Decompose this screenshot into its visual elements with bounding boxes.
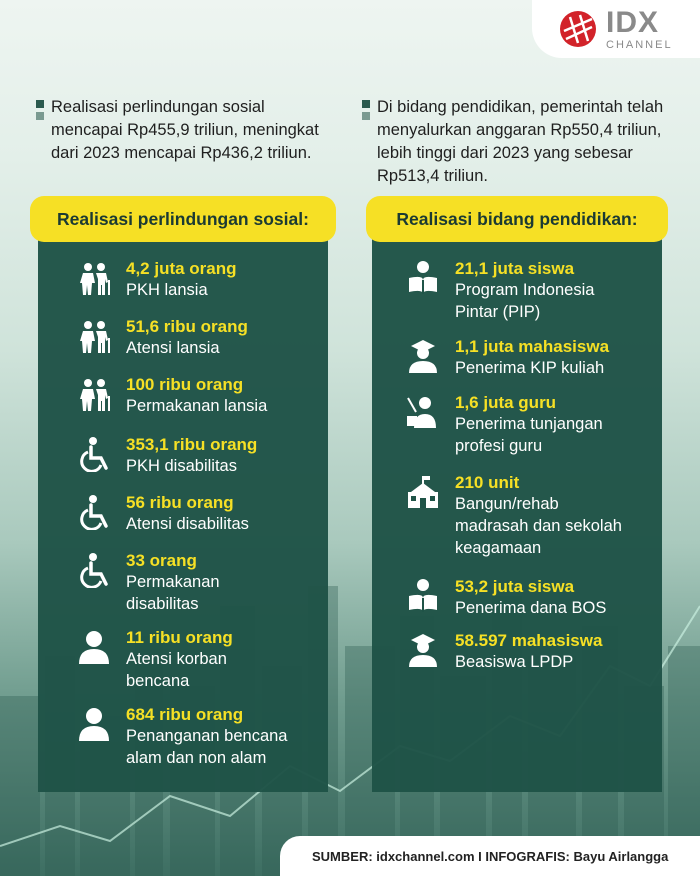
- brand-sub: CHANNEL: [606, 38, 673, 51]
- item-value: 4,2 juta orang: [126, 259, 237, 278]
- list-item: [405, 576, 665, 619]
- student-reading-icon: [405, 260, 441, 296]
- intro-right-text: Di bidang pendidikan, pemerintah telah menyalurkan anggaran Rp550,4 triliun, lebih tinggi dari 2023 yang sebesar Rp513,4 triliun.: [377, 98, 664, 185]
- teacher-icon: [405, 394, 441, 430]
- source-credit-text: SUMBER: idxchannel.com I INFOGRAFIS: Bayu Airlangga: [312, 848, 669, 864]
- item-desc: Penanganan bencana alam dan non alam: [126, 727, 288, 767]
- item-desc: Program Indonesia Pintar (PIP): [455, 281, 595, 321]
- item-desc: Bangun/rehab madrasah dan sekolah keagamaan: [455, 495, 622, 557]
- school-building-icon: [405, 474, 441, 510]
- item-value: 21,1 juta siswa: [455, 259, 575, 278]
- list-item: [76, 550, 266, 615]
- item-value: 53,2 juta siswa: [455, 577, 575, 596]
- social-protection-title: Realisasi perlindungan sosial:: [30, 196, 336, 242]
- item-value: 353,1 ribu orang: [126, 435, 258, 454]
- wheelchair-icon: [76, 494, 112, 530]
- list-item: [76, 374, 326, 417]
- item-desc: Penerima KIP kuliah: [455, 359, 605, 377]
- item-value: 210 unit: [455, 473, 520, 492]
- item-value: 1,6 juta guru: [455, 393, 557, 412]
- list-item: [405, 258, 615, 323]
- item-desc: Beasiswa LPDP: [455, 653, 574, 671]
- item-value: 51,6 ribu orang: [126, 317, 248, 336]
- education-title: Realisasi bidang pendidikan:: [366, 196, 668, 242]
- item-value: 1,1 juta mahasiswa: [455, 337, 610, 356]
- item-desc: Permakanan lansia: [126, 397, 268, 415]
- list-item: [76, 434, 326, 477]
- item-desc: PKH disabilitas: [126, 457, 237, 475]
- item-value: 11 ribu orang: [126, 628, 233, 647]
- student-reading-icon: [405, 578, 441, 614]
- list-item: [405, 472, 635, 559]
- elderly-icon: [76, 318, 112, 354]
- list-item: [76, 258, 326, 301]
- bullet-icon: [362, 96, 371, 188]
- item-desc: PKH lansia: [126, 281, 208, 299]
- list-item: [405, 392, 645, 457]
- intro-left-text: Realisasi perlindungan sosial mencapai Rp455,9 triliun, meningkat dari 2023 mencapai Rp436,2 triliun.: [51, 98, 319, 162]
- item-value: 58.597 mahasiswa: [455, 631, 603, 650]
- brand-logo: [532, 0, 700, 58]
- brand-name: IDX: [606, 5, 660, 39]
- item-value: 56 ribu orang: [126, 493, 234, 512]
- elderly-icon: [76, 260, 112, 296]
- item-desc: Penerima dana BOS: [455, 599, 607, 617]
- list-item: [405, 336, 665, 379]
- wheelchair-icon: [76, 436, 112, 472]
- list-item: [76, 316, 326, 359]
- item-value: 100 ribu orang: [126, 375, 244, 394]
- intro-education: [362, 96, 682, 188]
- idx-globe-icon: [558, 9, 598, 49]
- elderly-icon: [76, 376, 112, 412]
- person-icon: [76, 706, 112, 742]
- list-item: [405, 630, 665, 673]
- bullet-icon: [36, 96, 45, 165]
- item-value: 33 orang: [126, 551, 197, 570]
- item-desc: Penerima tunjangan profesi guru: [455, 415, 603, 455]
- item-desc: Atensi lansia: [126, 339, 220, 357]
- item-desc: Atensi korban bencana: [126, 650, 227, 690]
- intro-social-protection: [36, 96, 336, 165]
- item-value: 684 ribu orang: [126, 705, 244, 724]
- source-credit: [280, 836, 700, 876]
- wheelchair-icon: [76, 552, 112, 588]
- list-item: [76, 492, 326, 535]
- graduate-icon: [405, 338, 441, 374]
- item-desc: Permakanan disabilitas: [126, 573, 220, 613]
- item-desc: Atensi disabilitas: [126, 515, 249, 533]
- person-icon: [76, 629, 112, 665]
- graduate-icon: [405, 632, 441, 668]
- list-item: [76, 627, 266, 692]
- list-item: [76, 704, 326, 769]
